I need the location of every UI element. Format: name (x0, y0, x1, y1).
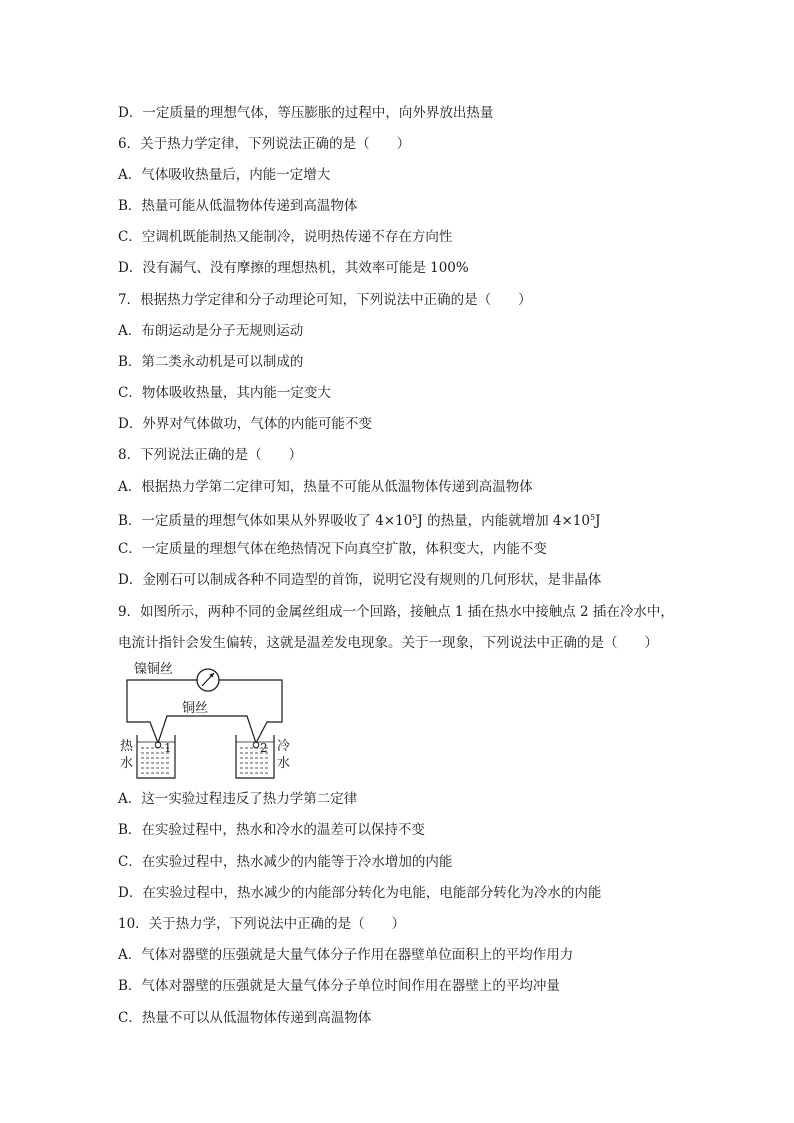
label-copper-wire: 铜丝 (182, 701, 209, 716)
exponent-1: 5 (412, 513, 418, 522)
option-7b: B．第二类永动机是可以制成的 (118, 354, 304, 370)
label-cold-1: 冷 (277, 739, 291, 754)
question-9-line-1: 9．如图所示，两种不同的金属丝组成一个回路，接触点 1 插在热水中接触点 2 插在冷水中， (118, 604, 674, 620)
option-9c: C．在实验过程中，热水减少的内能等于冷水增加的内能 (118, 854, 453, 870)
label-hot-1: 热 (120, 739, 134, 754)
label-cold-2: 水 (277, 756, 291, 771)
option-6a: A．气体吸收热量后，内能一定增大 (118, 167, 331, 183)
option-5d: D．一定质量的理想气体，等压膨胀的过程中，向外界放出热量 (118, 105, 494, 121)
option-8c: C．一定质量的理想气体在绝热情况下向真空扩散，体积变大，内能不变 (118, 541, 547, 557)
option-7c: C．物体吸收热量，其内能一定变大 (118, 385, 331, 401)
label-point-2: 2 (260, 741, 268, 755)
option-8a: A．根据热力学第二定律可知，热量不可能从低温物体传递到高温物体 (118, 479, 533, 495)
junction-point-1 (155, 742, 161, 748)
option-10a: A．气体对器壁的压强就是大量气体分子作用在器壁单位面积上的平均作用力 (118, 947, 574, 963)
label-point-1: 1 (164, 741, 172, 755)
question-6: 6．关于热力学定律，下列说法正确的是（ ） (118, 136, 411, 152)
option-8b-post: J (595, 513, 601, 529)
option-8b (118, 509, 600, 530)
option-8b-mid: J 的热量，内能就增加 4×10 (417, 513, 590, 529)
question-10: 10．关于热力学，下列说法中正确的是（ ） (118, 916, 406, 932)
option-8d: D．金刚石可以制成各种不同造型的首饰，说明它没有规则的几何形状，是非晶体 (118, 572, 602, 588)
option-6d: D．没有漏气、没有摩擦的理想热机，其效率可能是 100% (118, 260, 469, 276)
junction-point-2 (253, 742, 259, 748)
option-7a: A．布朗运动是分子无规则运动 (118, 323, 304, 339)
option-9b: B．在实验过程中，热水和冷水的温差可以保持不变 (118, 822, 425, 838)
option-10b: B．气体对器壁的压强就是大量气体分子单位时间作用在器壁上的平均冲量 (118, 978, 560, 994)
option-10c: C．热量不可以从低温物体传递到高温物体 (118, 1010, 372, 1026)
label-hot-2: 水 (120, 756, 134, 771)
option-8b-pre: B．一定质量的理想气体如果从外界吸收了 4×10 (118, 513, 413, 529)
option-9a: A．这一实验过程违反了热力学第二定律 (118, 791, 358, 807)
option-6c: C．空调机既能制热又能制冷，说明热传递不存在方向性 (118, 229, 453, 245)
option-6b: B．热量可能从低温物体传递到高温物体 (118, 198, 358, 214)
thermocouple-figure (112, 660, 312, 782)
option-9d: D．在实验过程中，热水减少的内能部分转化为电能，电能部分转化为冷水的内能 (118, 885, 602, 901)
question-9-line-2: 电流计指针会发生偏转，这就是温差发电现象。关于一现象，下列说法中正确的是（ ） (118, 635, 658, 651)
nickel-copper-wire-right (219, 680, 282, 743)
galvanometer-icon (197, 669, 219, 691)
question-8: 8．下列说法正确的是（ ） (118, 447, 303, 463)
exponent-2: 5 (589, 513, 596, 522)
label-nickel-copper-wire: 镍铜丝 (134, 662, 174, 677)
option-7d: D．外界对气体做功，气体的内能可能不变 (118, 416, 372, 432)
copper-wire (158, 716, 256, 743)
question-7: 7．根据热力学定律和分子动理论可知，下列说法中正确的是（ ） (118, 292, 532, 308)
